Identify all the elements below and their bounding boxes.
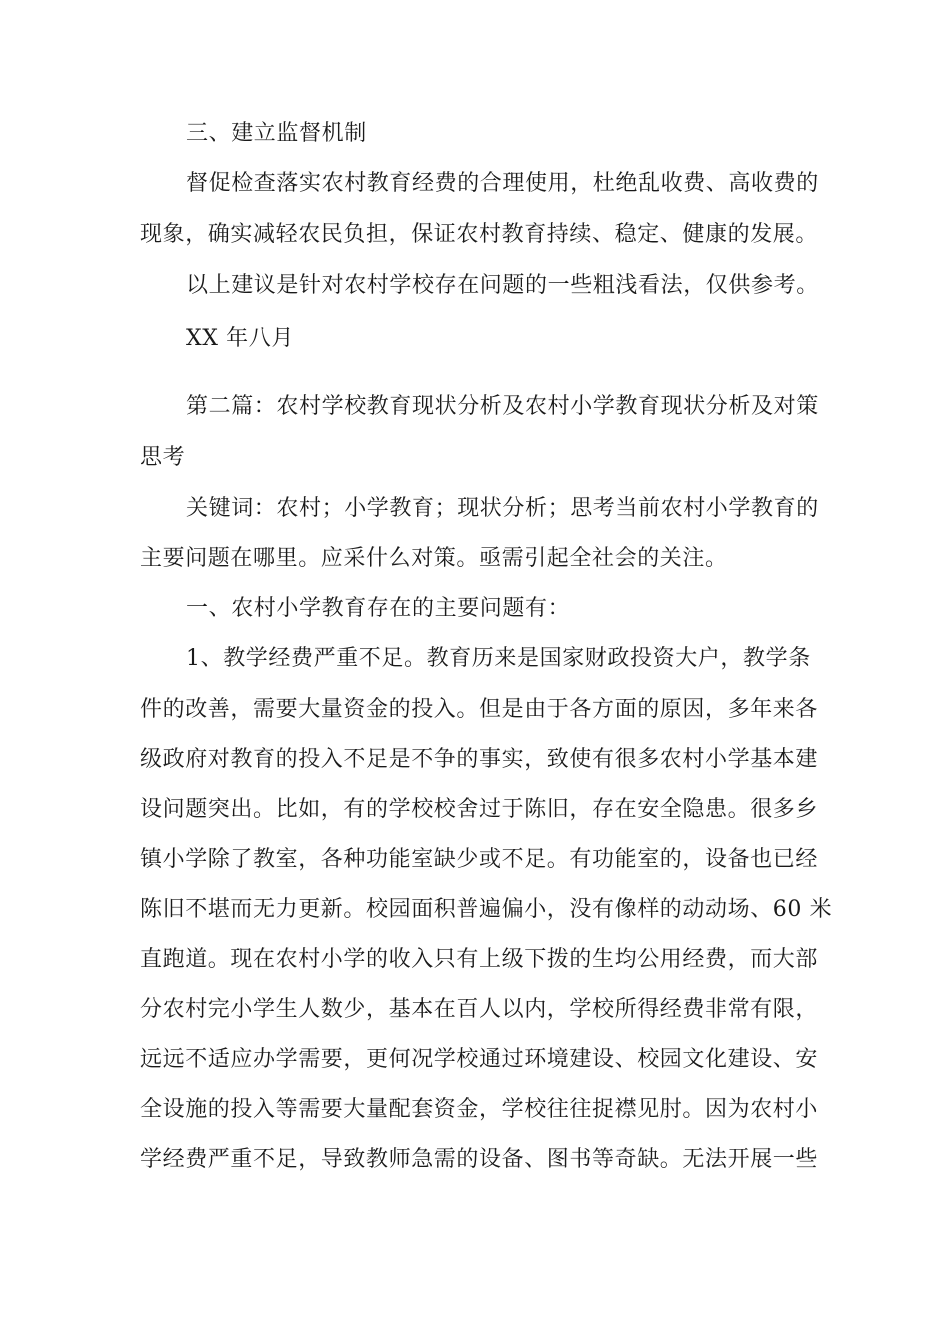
chapter-title-line: 第二篇：农村学校教育现状分析及农村小学教育现状分析及对策 <box>186 394 819 419</box>
paragraph-line: 督促检查落实农村教育经费的合理使用，杜绝乱收费、高收费的 <box>186 171 819 196</box>
paragraph-line: 全设施的投入等需要大量配套资金，学校往往捉襟见肘。因为农村小 <box>140 1097 819 1122</box>
paragraph-line: 级政府对教育的投入不足是不争的事实，致使有很多农村小学基本建 <box>140 747 819 772</box>
section-heading-supervision: 三、建立监督机制 <box>186 121 367 146</box>
keywords-line: 主要问题在哪里。应采什么对策。亟需引起全社会的关注。 <box>140 546 728 571</box>
paragraph-line: 设问题突出。比如，有的学校校舍过于陈旧，存在安全隐患。很多乡 <box>140 797 819 822</box>
paragraph-line: 陈旧不堪而无力更新。校园面积普遍偏小，没有像样的动动场、60 米 <box>140 897 833 922</box>
paragraph-line: 1、教学经费严重不足。教育历来是国家财政投资大户，教学条 <box>186 646 811 671</box>
chapter-title-line: 思考 <box>140 445 186 470</box>
section-heading-problems: 一、农村小学教育存在的主要问题有： <box>186 596 571 621</box>
paragraph-line: 现象，确实减轻农民负担，保证农村教育持续、稳定、健康的发展。 <box>140 222 819 247</box>
paragraph-line: 镇小学除了教室，各种功能室缺少或不足。有功能室的，设备也已经 <box>140 847 819 872</box>
date-line: XX 年八月 <box>186 326 294 351</box>
keywords-line: 关键词：农村；小学教育；现状分析；思考当前农村小学教育的 <box>186 496 819 521</box>
paragraph-line: 以上建议是针对农村学校存在问题的一些粗浅看法，仅供参考。 <box>186 273 819 298</box>
paragraph-line: 直跑道。现在农村小学的收入只有上级下拨的生均公用经费，而大部 <box>140 947 819 972</box>
paragraph-line: 学经费严重不足，导致教师急需的设备、图书等奇缺。无法开展一些 <box>140 1147 819 1172</box>
paragraph-line: 远远不适应办学需要，更何况学校通过环境建设、校园文化建设、安 <box>140 1047 819 1072</box>
paragraph-line: 分农村完小学生人数少，基本在百人以内，学校所得经费非常有限， <box>140 997 819 1022</box>
paragraph-line: 件的改善，需要大量资金的投入。但是由于各方面的原因，多年来各 <box>140 697 819 722</box>
